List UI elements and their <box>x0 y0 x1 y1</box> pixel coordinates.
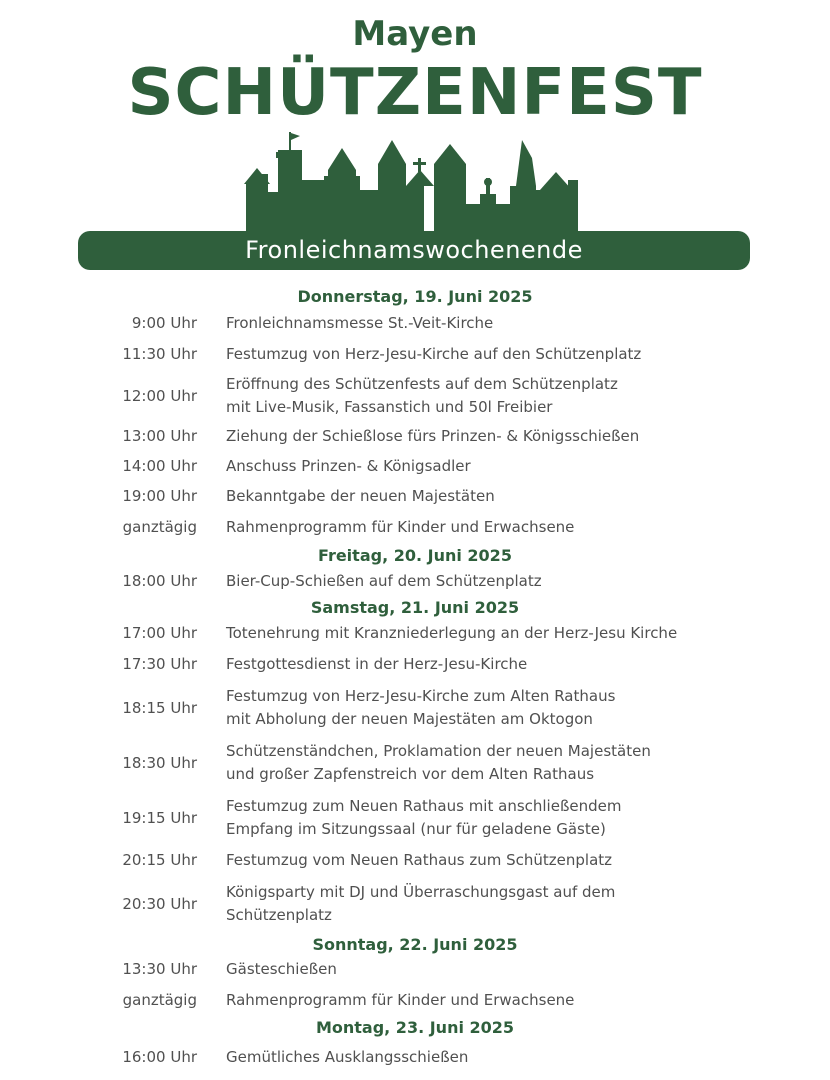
event-time: 18:15 Uhr <box>122 698 197 717</box>
event-description <box>226 685 816 731</box>
event-description-line: mit Abholung der neuen Majestäten am Oktogon <box>226 710 593 728</box>
city-title: Mayen <box>352 14 478 54</box>
event-time: 17:30 Uhr <box>122 655 197 673</box>
event-time: 11:30 Uhr <box>122 345 197 363</box>
event-description-line: Totenehrung mit Kranzniederlegung an der Herz-Jesu Kirche <box>226 624 678 642</box>
event-time: 17:00 Uhr <box>122 624 197 642</box>
event-time: 14:00 Uhr <box>122 457 197 475</box>
event-description <box>226 570 816 593</box>
event-time: 19:00 Uhr <box>122 487 197 505</box>
page-title: SCHÜTZENFEST <box>127 56 703 130</box>
event-description-line: Rahmenprogramm für Kinder und Erwachsene <box>226 518 575 536</box>
day-heading: Montag, 23. Juni 2025 <box>315 1018 515 1037</box>
event-time: ganztägig <box>122 991 197 1009</box>
event-description <box>226 849 816 872</box>
event-description-line: Bier-Cup-Schießen auf dem Schützenplatz <box>226 572 542 590</box>
event-description-line: Festgottesdienst in der Herz-Jesu-Kirche <box>226 655 528 673</box>
event-description-line: Königsparty mit DJ und Überraschungsgast auf dem <box>226 883 616 901</box>
skyline-icon <box>240 130 585 236</box>
event-description <box>226 795 816 841</box>
day-heading: Donnerstag, 19. Juni 2025 <box>297 287 533 306</box>
event-description-line: Schützenplatz <box>226 906 332 924</box>
event-description-line: Anschuss Prinzen- & Königsadler <box>226 457 471 475</box>
event-description <box>226 516 816 539</box>
event-description-line: Bekanntgabe der neuen Majestäten <box>226 487 495 505</box>
event-time: 19:15 Uhr <box>122 808 197 827</box>
event-description <box>226 881 816 927</box>
event-description <box>226 425 816 448</box>
event-description-line: und großer Zapfenstreich vor dem Alten Rathaus <box>226 765 595 783</box>
event-time: 20:30 Uhr <box>122 894 197 913</box>
event-description <box>226 653 816 676</box>
event-time: 20:15 Uhr <box>122 851 197 869</box>
event-description-line: Festumzug von Herz-Jesu-Kirche auf den Schützenplatz <box>226 345 642 363</box>
event-description-line: Gemütliches Ausklangsschießen <box>226 1048 469 1066</box>
event-description <box>226 455 816 478</box>
event-description <box>226 373 816 419</box>
event-description-line: Ziehung der Schießlose fürs Prinzen- & Königsschießen <box>226 427 640 445</box>
banner-title: Fronleichnamswochenende <box>78 231 750 270</box>
event-description-line: Eröffnung des Schützenfests auf dem Schützenplatz <box>226 375 618 393</box>
event-time: 13:30 Uhr <box>122 960 197 978</box>
event-description-line: Rahmenprogramm für Kinder und Erwachsene <box>226 991 575 1009</box>
event-description <box>226 740 816 786</box>
event-description-line: Schützenständchen, Proklamation der neuen Majestäten <box>226 742 651 760</box>
event-time: 18:00 Uhr <box>122 572 197 590</box>
event-description <box>226 622 816 645</box>
event-description <box>226 989 816 1012</box>
day-heading: Freitag, 20. Juni 2025 <box>318 546 512 565</box>
event-description-line: Fronleichnamsmesse St.-Veit-Kirche <box>226 314 494 332</box>
day-heading: Sonntag, 22. Juni 2025 <box>312 935 518 954</box>
event-description-line: Festumzug zum Neuen Rathaus mit anschließendem <box>226 797 622 815</box>
event-time: 18:30 Uhr <box>122 753 197 772</box>
event-description <box>226 485 816 508</box>
event-description-line: mit Live-Musik, Fassanstich und 50l Freibier <box>226 398 553 416</box>
event-description <box>226 1046 816 1069</box>
day-heading: Samstag, 21. Juni 2025 <box>310 598 520 617</box>
event-time: 13:00 Uhr <box>122 427 197 445</box>
event-time: 16:00 Uhr <box>122 1048 197 1066</box>
event-time: ganztägig <box>122 518 197 536</box>
event-description-line: Festumzug von Herz-Jesu-Kirche zum Alten Rathaus <box>226 687 616 705</box>
event-description-line: Festumzug vom Neuen Rathaus zum Schützenplatz <box>226 851 613 869</box>
event-description <box>226 312 816 335</box>
event-time: 9:00 Uhr <box>131 314 197 332</box>
event-description-line: Gästeschießen <box>226 960 337 978</box>
event-description <box>226 343 816 366</box>
event-time: 12:00 Uhr <box>122 386 197 405</box>
event-description-line: Empfang im Sitzungssaal (nur für geladene Gäste) <box>226 820 606 838</box>
event-description <box>226 958 816 981</box>
